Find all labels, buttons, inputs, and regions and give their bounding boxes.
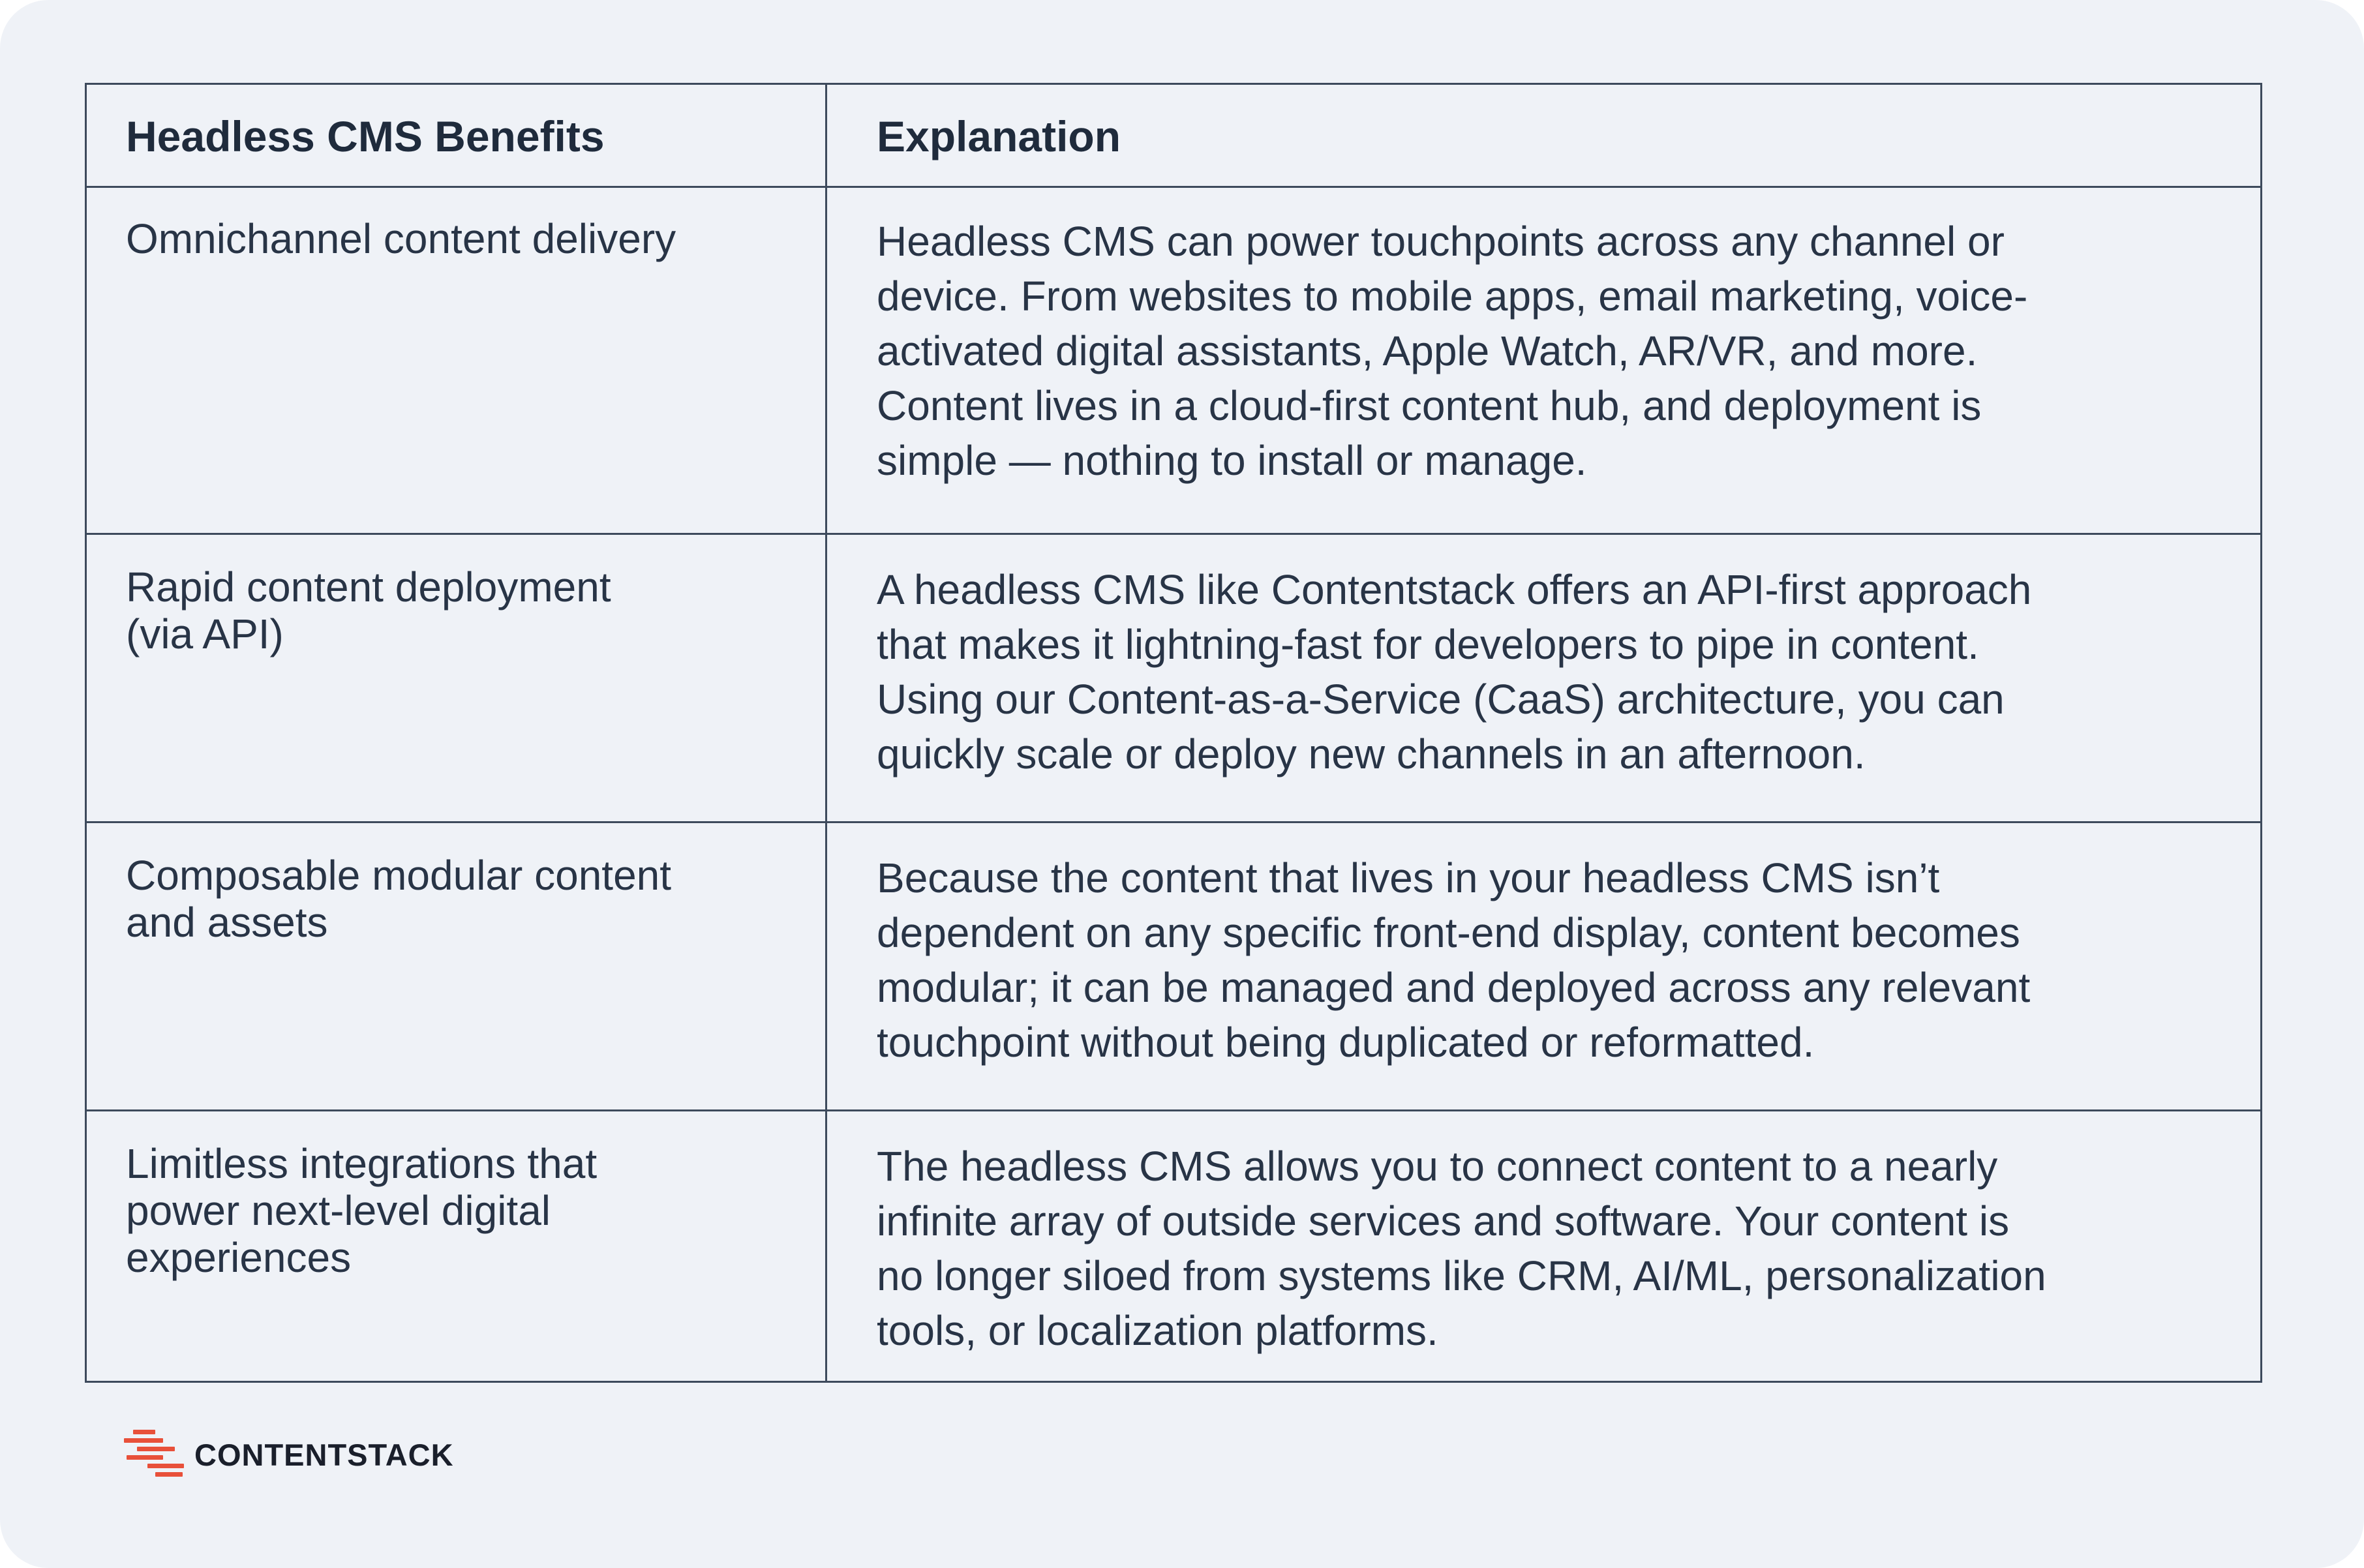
benefit-line: Rapid content deployment (126, 564, 611, 611)
explanation-line: Content lives in a cloud-first content hub, and deployment is (877, 382, 1982, 429)
explanation-line: dependent on any specific front-end display, content becomes (877, 909, 2020, 956)
table-header-row (87, 85, 2260, 188)
benefit-cell (87, 1111, 827, 1381)
explanation-line: The headless CMS allows you to connect content to a nearly (877, 1143, 1998, 1190)
explanation-line: touchpoint without being duplicated or reformatted. (877, 1019, 1815, 1066)
benefit-cell (87, 535, 827, 821)
benefit-line: (via API) (126, 611, 284, 657)
explanation-line: activated digital assistants, Apple Watch, AR/VR, and more. (877, 327, 1978, 374)
benefit-line: power next-level digital (126, 1187, 551, 1234)
explanation-line: Using our Content-as-a-Service (CaaS) architecture, you can (877, 676, 2005, 723)
benefit-line: and assets (126, 899, 328, 946)
benefit-line: Composable modular content (126, 852, 672, 899)
explanation-line: device. From websites to mobile apps, email marketing, voice- (877, 273, 2028, 320)
benefit-line: experiences (126, 1234, 352, 1281)
explanation-line: A headless CMS like Contentstack offers an API-first approach (877, 566, 2032, 613)
table-row (87, 535, 2260, 823)
benefit-line: Omnichannel content delivery (126, 215, 676, 262)
table-row (87, 188, 2260, 535)
explanation-cell (827, 1111, 2260, 1381)
explanation-cell (827, 535, 2260, 821)
table-row (87, 823, 2260, 1111)
table-row (87, 1111, 2260, 1383)
benefits-table (85, 83, 2262, 1383)
explanation-cell (827, 188, 2260, 533)
explanation-line: simple — nothing to install or manage. (877, 437, 1587, 484)
benefit-cell (87, 188, 827, 533)
explanation-cell (827, 823, 2260, 1109)
benefit-line: Limitless integrations that (126, 1140, 598, 1187)
header-benefits: Headless CMS Benefits (87, 85, 827, 186)
contentstack-logo (124, 1428, 454, 1481)
benefit-cell (87, 823, 827, 1109)
explanation-line: tools, or localization platforms. (877, 1307, 1438, 1354)
header-explanation: Explanation (877, 112, 1121, 160)
explanation-line: Headless CMS can power touchpoints across any channel or (877, 218, 2005, 265)
explanation-line: modular; it can be managed and deployed across any relevant (877, 964, 2031, 1011)
explanation-line: quickly scale or deploy new channels in an afternoon. (877, 731, 1866, 777)
explanation-line: infinite array of outside services and software. Your content is (877, 1198, 2010, 1244)
contentstack-wordmark: CONTENTSTACK (194, 1437, 454, 1472)
contentstack-logo-icon (124, 1428, 187, 1481)
explanation-line: that makes it lightning-fast for developers to pipe in content. (877, 621, 1979, 668)
explanation-line: no longer siloed from systems like CRM, AI/ML, personalization (877, 1252, 2046, 1299)
explanation-line: Because the content that lives in your headless CMS isn’t (877, 854, 1940, 901)
